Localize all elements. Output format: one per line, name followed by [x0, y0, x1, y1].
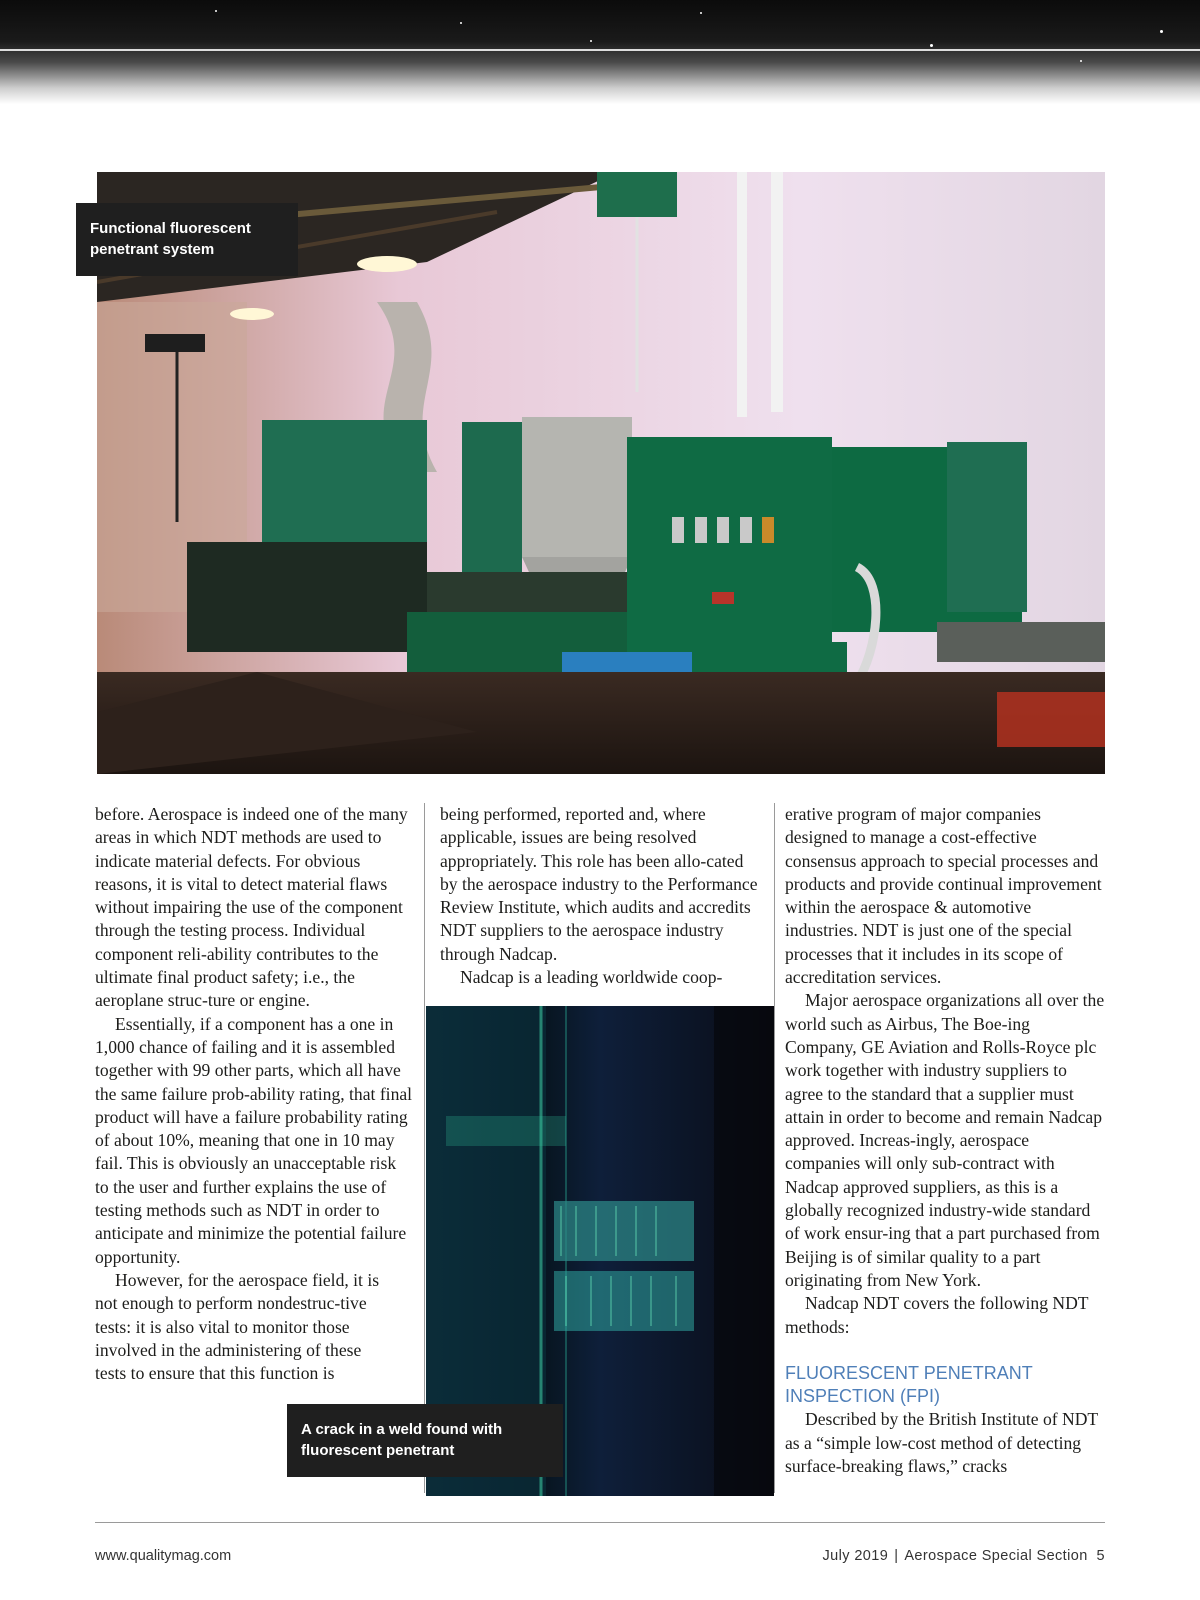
text-column-1	[95, 803, 413, 1385]
column-divider	[774, 803, 775, 1493]
body-paragraph: Described by the British Institute of NDT as a “simple low-cost method of detecting surface-breaking flaws,” cracks	[785, 1409, 1098, 1477]
caption-line: fluorescent penetrant	[301, 1442, 455, 1459]
caption-line: A crack in a weld found with	[301, 1421, 503, 1438]
section-heading: FLUORESCENT PENETRANT INSPECTION (FPI)	[785, 1362, 1033, 1407]
photo-caption	[287, 1404, 563, 1477]
body-paragraph: Major aerospace organizations all over the world such as Airbus, The Boe-ing Company, GE Aviation and Rolls-Royce plc work together with industry suppliers to agree to the standard that a supplier must attain in order to become and remain Nadcap approved. Increas-ingly, aerospace companies will only sub-contract with Nadcap approved suppliers, as this is a globally recognized industry-wide standard of work ensur-ing that a part purchased from Beijing is of similar quality to a part originating from New York.	[785, 990, 1105, 1290]
star-decoration	[700, 12, 702, 14]
caption-line: penetrant system	[90, 241, 215, 258]
header-banner	[0, 0, 1200, 104]
body-paragraph: Nadcap is a leading worldwide coop-	[460, 967, 723, 988]
photo-caption	[76, 203, 298, 276]
footer-issue-info	[823, 1548, 1105, 1564]
footer-section: Aerospace Special Section	[904, 1548, 1088, 1564]
star-decoration	[215, 10, 217, 12]
text-column-3	[785, 803, 1105, 1478]
footer-separator: |	[894, 1548, 899, 1564]
caption-line: Functional fluorescent	[90, 220, 251, 237]
star-decoration	[590, 40, 592, 42]
body-paragraph: Nadcap NDT covers the following NDT methods:	[785, 1293, 1089, 1337]
page-number: 5	[1096, 1548, 1105, 1564]
footer-date: July 2019	[822, 1548, 889, 1564]
star-decoration	[460, 22, 462, 24]
body-paragraph: before. Aerospace is indeed one of the many areas in which NDT methods are used to indicate material defects. For obvious reasons, it is vital to detect material flaws without impairing the use of the component through the testing process. Individual component reli-ability contributes to the ultimate final product safety; i.e., the aeroplane struc-ture or engine.	[95, 804, 408, 1011]
star-decoration	[1080, 60, 1082, 62]
body-paragraph: being performed, reported and, where applicable, issues are being resolved appropriately. This role has been allo-cated by the aerospace industry to the Performance Review Institute, which audits and accredits NDT suppliers to the aerospace industry through Nadcap.	[440, 804, 758, 964]
footer-rule	[95, 1522, 1105, 1523]
star-decoration	[1160, 30, 1163, 33]
body-paragraph: Essentially, if a component has a one in 1,000 chance of failing and it is assembled together with 99 other parts, which all have the same failure prob-ability rating, that final product will have a failure probability rating of about 10%, meaning that one in 10 may fail. This is obviously an unacceptable risk to the user and further explains the use of testing methods such as NDT in order to anticipate and minimize the potential failure opportunity.	[95, 1013, 413, 1267]
text-column-2	[440, 803, 760, 989]
column-divider	[424, 803, 425, 1493]
body-paragraph: erative program of major companies designed to manage a cost-effective consensus approach to special processes and products and provide continual improvement within the aerospace & automotive industries. NDT is just one of the special processes that it includes in its scope of accreditation services.	[785, 804, 1102, 988]
star-decoration	[930, 44, 933, 47]
banner-rule	[0, 49, 1200, 51]
footer-website: www.qualitymag.com	[95, 1548, 232, 1564]
body-paragraph: However, for the aerospace field, it is not enough to perform nondestruc-tive tests: it is also vital to monitor those involved in the administering of these tests to ensure that this function is	[95, 1269, 380, 1384]
